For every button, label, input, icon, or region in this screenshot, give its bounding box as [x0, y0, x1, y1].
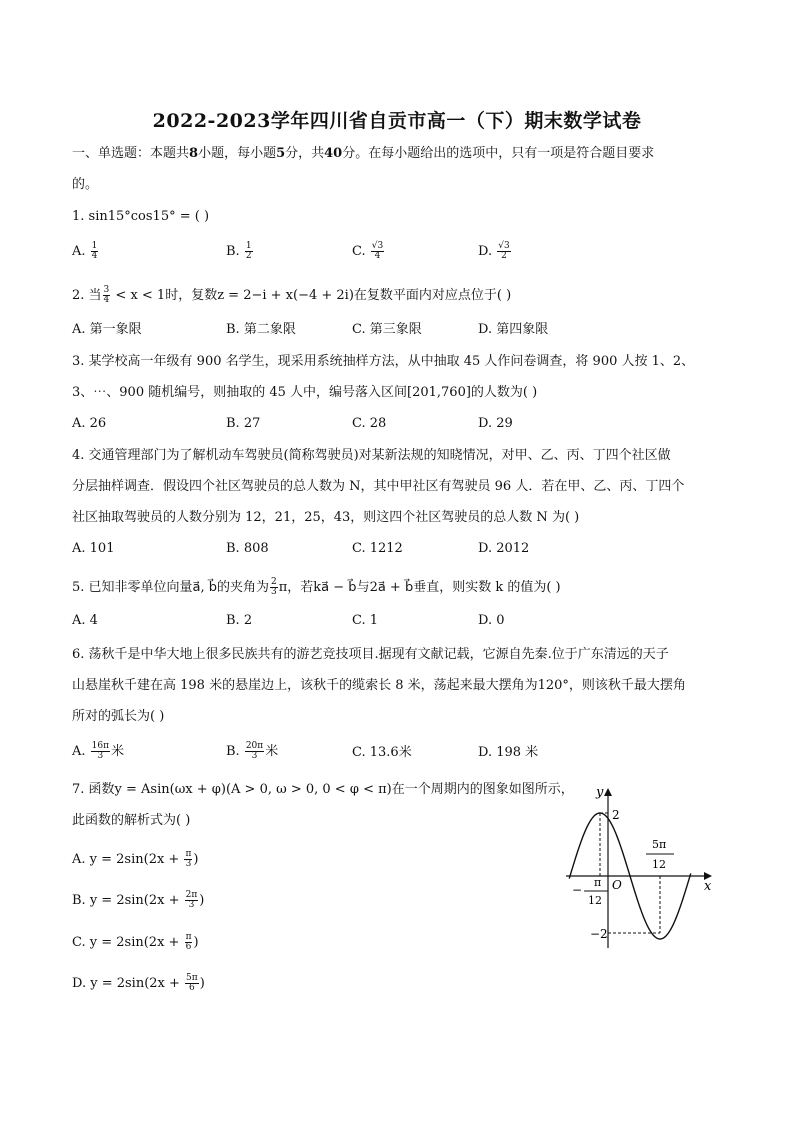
question-3-option-b: B. 27 [226, 416, 261, 431]
graph-min-label: −2 [590, 927, 608, 941]
graph-left-sign: − [572, 883, 583, 897]
question-7-graph [560, 780, 730, 950]
question-6-line1: 6. 荡秋千是中华大地上很多民族共有的游艺竞技项目.据现有文献记载，它源自先秦.位于广东清远的天子 [72, 647, 669, 662]
question-3-option-c: C. 28 [352, 416, 387, 431]
graph-right-den: 12 [652, 858, 666, 871]
question-4-line2: 分层抽样调查．假设四个社区驾驶员的总人数为 N，其中甲社区有驾驶员 96 人．若在甲、乙、丙、丁四个 [72, 479, 685, 494]
question-7-option-b: B. y = 2sin(2x + $\frac{2\pi}{3}$ ) [72, 890, 205, 910]
section-heading-text-a: 一、单选题：本题共 [72, 146, 190, 161]
question-2-option-c: C. 第三象限 [352, 322, 422, 337]
section-total: 40 [324, 146, 343, 161]
question-4-option-c: C. 1212 [352, 541, 403, 556]
question-3-line1: 3. 某学校高一年级有 900 名学生，现采用系统抽样方法，从中抽取 45 人作问卷调查，将 900 人按 1、2、 [72, 354, 695, 369]
question-1-option-c: C. $\frac{√3}{4}$ [352, 241, 384, 261]
question-5-option-c: C. 1 [352, 613, 379, 628]
question-1-option-b: B. $\frac{1}{2}$ [226, 241, 252, 261]
question-5-option-a: A. 4 [72, 613, 98, 628]
graph-x-label: x [704, 879, 712, 894]
question-5-stem: 5. 已知非零单位向量a⃗, b⃗的夹角为 $\frac{2}{3}$ π，若ka⃗ − b⃗与2a⃗ + b⃗垂直，则实数 k 的值为( ) [72, 577, 561, 597]
question-2-option-d: D. 第四象限 [478, 322, 549, 337]
question-1-stem: 1. sin15°cos15° = ( ) [72, 209, 210, 224]
question-3-option-d: D. 29 [478, 416, 513, 431]
question-6-option-b: B. $\frac{20\pi}{3}$ 米 [226, 741, 279, 761]
question-4-line3: 社区抽取驾驶员的人数分别为 12，21，25，43，则这四个社区驾驶员的总人数 N 为( ) [72, 510, 580, 525]
graph-left-den: 12 [588, 894, 602, 907]
question-4-option-a: A. 101 [72, 541, 115, 556]
question-6-option-d: D. 198 米 [478, 745, 539, 760]
section-heading-text-b: 小题，每小题 [198, 146, 277, 161]
question-4-line1: 4. 交通管理部门为了解机动车驾驶员(简称驾驶员)对某新法规的知晓情况，对甲、乙、丙、丁四个社区做 [72, 448, 671, 463]
question-7-option-c: C. y = 2sin(2x + $\frac{\pi}{6}$ ) [72, 932, 199, 952]
section-heading-text-d: 分。在每小题给出的选项中，只有一项是符合题目要求 [342, 146, 655, 161]
question-7-option-a: A. y = 2sin(2x + $\frac{\pi}{3}$ ) [72, 849, 199, 869]
question-6-option-c: C. 13.6米 [352, 745, 412, 760]
question-2-stem: 2. 当 $\frac{3}{4}$ < x < 1时，复数z = 2−i + x(−4 + 2i)在复数平面内对应点位于( ) [72, 285, 512, 305]
page-title: 2022-2023学年四川省自贡市高一（下）期末数学试卷 [152, 110, 642, 132]
graph-max-label: 2 [612, 808, 620, 822]
question-7-option-d: D. y = 2sin(2x + $\frac{5\pi}{6}$ ) [72, 973, 205, 993]
graph-left-num: π [594, 876, 602, 889]
section-points-each: 5 [276, 146, 286, 161]
graph-y-arrow [604, 788, 612, 796]
question-2-option-b: B. 第二象限 [226, 322, 296, 337]
question-3-line2: 3、⋯、900 随机编号，则抽取的 45 人中，编号落入区间[201,760]的人数为( ) [72, 385, 538, 400]
question-1-option-a: A. $\frac{1}{4}$ [72, 241, 98, 261]
section-heading-text-c: 分，共 [285, 146, 325, 161]
graph-origin-label: O [612, 878, 622, 892]
graph-right-num: 5π [652, 838, 667, 851]
question-7-line2: 此函数的解析式为( ) [72, 813, 191, 828]
section-heading [72, 146, 654, 162]
question-5-option-b: B. 2 [226, 613, 253, 628]
question-6-line3: 所对的弧长为( ) [72, 709, 165, 724]
section-count: 8 [189, 146, 199, 161]
question-3-option-a: A. 26 [72, 416, 107, 431]
question-2-option-a: A. 第一象限 [72, 322, 142, 337]
question-6-line2: 山悬崖秋千建在高 198 米的悬崖边上，该秋千的缆索长 8 米，荡起来最大摆角为120°，则该秋千最大摆角 [72, 678, 686, 693]
graph-y-label: y [596, 785, 604, 800]
question-4-option-d: D. 2012 [478, 541, 530, 556]
question-1-option-d: D. $\frac{√3}{2}$ [478, 241, 510, 261]
question-7-line1: 7. 函数y = Asin(ωx + φ)(A > 0, ω > 0, 0 < φ < π)在一个周期内的图象如图所示， [72, 782, 574, 797]
question-5-option-d: D. 0 [478, 613, 505, 628]
question-4-option-b: B. 808 [226, 541, 269, 556]
question-6-option-a: A. $\frac{16\pi}{3}$ 米 [72, 741, 125, 761]
section-heading-line2: 的。 [72, 177, 99, 192]
